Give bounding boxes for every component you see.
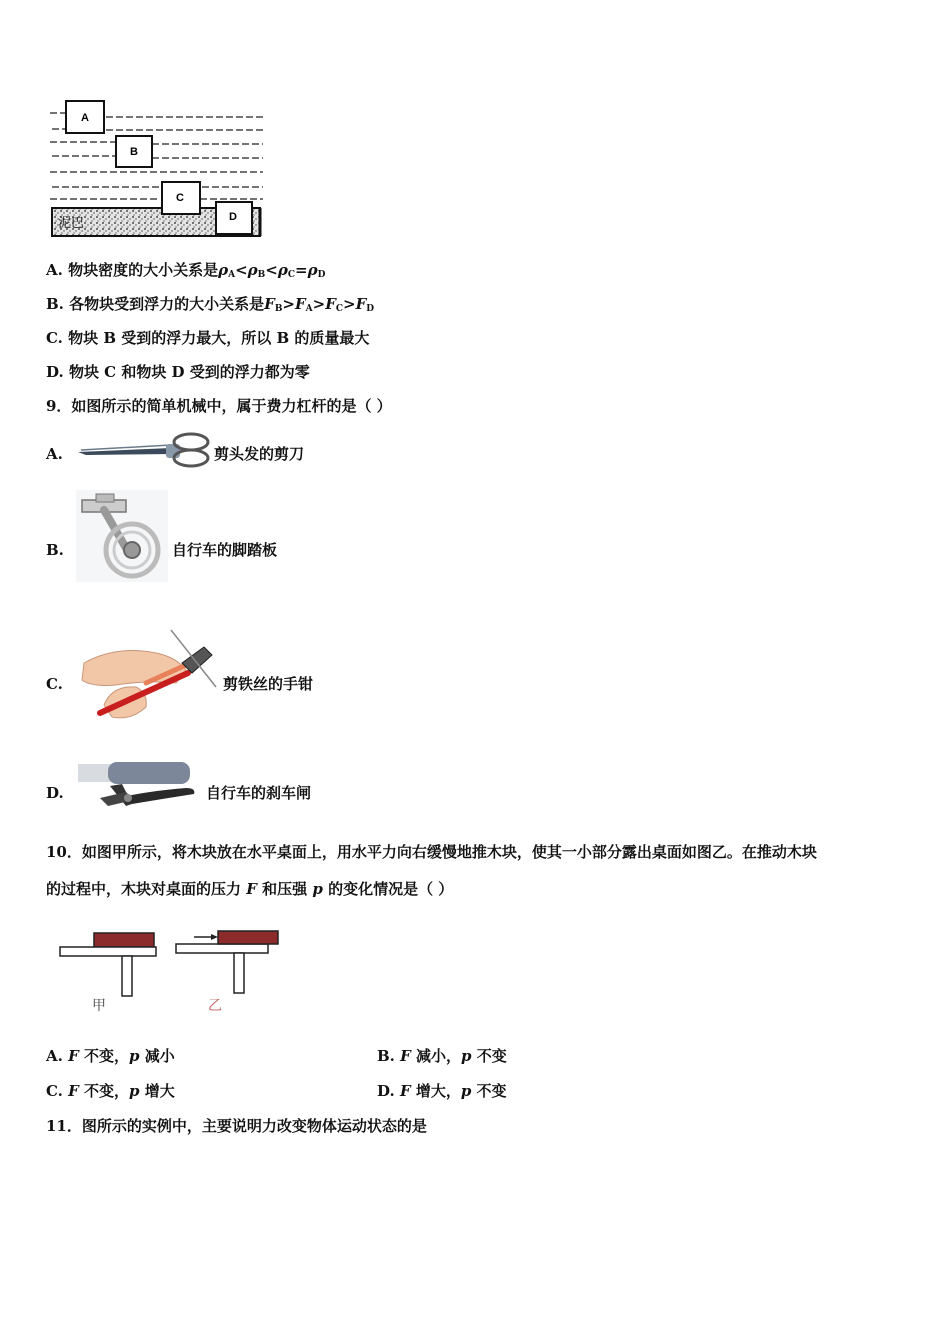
- q9-option-b-letter: B.: [46, 541, 64, 559]
- label-jia: 甲: [92, 998, 106, 1014]
- q10-stem-line2: 的过程中，木块对桌面的压力 F 和压强 p 的变化情况是（ ）: [46, 880, 454, 898]
- pliers-icon: [76, 625, 221, 720]
- q8-option-d: D. 物块 C 和物块 D 受到的浮力都为零: [46, 363, 310, 381]
- q10-option-c: C. F 不变，p 增大: [46, 1082, 175, 1100]
- q10-option-a: A. F 不变，p 减小: [46, 1047, 175, 1065]
- label-yi: 乙: [208, 998, 222, 1014]
- tableleg-jia: [122, 956, 132, 996]
- mud-label: 泥巴: [58, 215, 85, 230]
- brake-lever-icon: [78, 758, 200, 820]
- q8-option-a: A. 物块密度的大小关系是$\rho_A<\rho_B<\rho_C=\rho_D$: [46, 261, 326, 280]
- block-jia: [94, 933, 154, 947]
- pedal-icon: [76, 490, 168, 582]
- buoyancy-figure: [48, 96, 268, 241]
- q11-stem: 11．图所示的实例中，主要说明力改变物体运动状态的是: [46, 1117, 427, 1135]
- q9-option-b-caption: 自行车的脚踏板: [172, 541, 278, 559]
- q9-stem: 9．如图所示的简单机械中，属于费力杠杆的是（ ）: [46, 397, 392, 415]
- q10-option-d: D. F 增大，p 不变: [377, 1082, 507, 1100]
- desk-figure: [58, 928, 288, 1018]
- block-yi: [218, 931, 278, 944]
- q9-option-a-caption: 剪头发的剪刀: [214, 445, 305, 463]
- q10-option-b: B. F 减小，p 不变: [377, 1047, 507, 1065]
- block-d-label: D: [229, 211, 237, 223]
- q9-option-d-caption: 自行车的刹车闸: [206, 784, 312, 802]
- q9-option-c-letter: C.: [46, 675, 63, 693]
- block-b-label: B: [130, 146, 138, 158]
- q9-option-c-caption: 剪铁丝的手钳: [223, 675, 314, 693]
- scissors-icon: [76, 430, 211, 470]
- block-c-label: C: [176, 192, 184, 204]
- q10-stem-line1: 10．如图甲所示，将木块放在水平桌面上，用水平力向右缓慢地推木块，使其一小部分露出桌面如图乙。在推动木块: [46, 843, 817, 861]
- q8-option-c: C. 物块 B 受到的浮力最大，所以 B 的质量最大: [46, 329, 370, 347]
- block-a-label: A: [81, 112, 89, 124]
- q9-option-a-letter: A.: [46, 445, 63, 463]
- q8-option-b: B. 各物块受到浮力的大小关系是$F_B>F_A>F_C>F_D$: [46, 295, 375, 314]
- tabletop-jia: [60, 947, 156, 956]
- tabletop-yi: [176, 944, 268, 953]
- q9-option-d-letter: D.: [46, 784, 64, 802]
- tableleg-yi: [234, 953, 244, 993]
